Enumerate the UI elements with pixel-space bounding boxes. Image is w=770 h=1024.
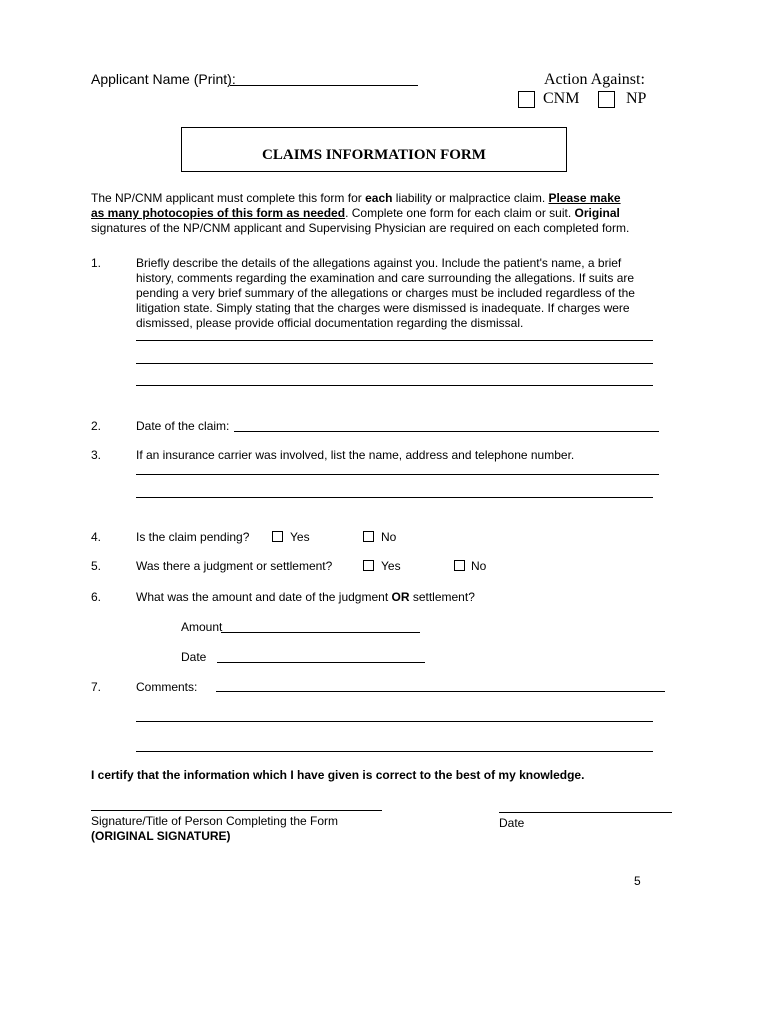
q1-line: dismissed, please provide official documentation regarding the dismissal.: [136, 316, 524, 330]
comments-line[interactable]: [136, 751, 653, 752]
intro-line-3: signatures of the NP/CNM applicant and Supervising Physician are required on each completed form.: [91, 221, 630, 235]
action-against-label: Action Against:: [544, 71, 645, 88]
q1-answer-line[interactable]: [136, 363, 653, 364]
q4-no-checkbox[interactable]: [363, 531, 374, 542]
q5-label: Was there a judgment or settlement?: [136, 559, 333, 573]
q3-number: 3.: [91, 448, 102, 462]
judgment-date-label: Date: [181, 650, 207, 664]
q4-yes-label: Yes: [290, 530, 310, 544]
intro-paragraph: [91, 191, 661, 236]
applicant-name-label: Applicant Name (Print):: [91, 71, 236, 87]
intro-each: each: [365, 191, 393, 205]
q2-number: 2.: [91, 419, 102, 433]
original-signature-label: (ORIGINAL SIGNATURE): [91, 829, 231, 843]
np-checkbox[interactable]: [598, 91, 615, 108]
intro-text-2: liability or malpractice claim.: [392, 191, 549, 205]
q5-no-label: No: [471, 559, 487, 573]
amount-label: Amount: [181, 620, 223, 634]
q6-label-end: settlement?: [409, 590, 475, 604]
q7-number: 7.: [91, 680, 102, 694]
q5-yes-label: Yes: [381, 559, 401, 573]
q6-label: [136, 590, 475, 604]
applicant-name-field[interactable]: [230, 85, 418, 86]
certification-statement: I certify that the information which I have given is correct to the best of my knowledge.: [91, 768, 585, 782]
judgment-date-field[interactable]: [217, 662, 425, 663]
title-box: [181, 127, 567, 172]
np-label: NP: [626, 90, 647, 107]
q4-label: Is the claim pending?: [136, 530, 250, 544]
q6-number: 6.: [91, 590, 102, 604]
signature-date-label: Date: [499, 816, 525, 830]
q1-number: 1.: [91, 256, 102, 270]
page-number: 5: [634, 874, 641, 888]
q1-text: [136, 256, 666, 331]
q5-no-checkbox[interactable]: [454, 560, 465, 571]
q1-line: litigation state. Simply stating that the charges were dismissed is inadequate. If charges were: [136, 301, 630, 315]
q6-label-text: What was the amount and date of the judgment: [136, 590, 392, 604]
intro-text-1: The NP/CNM applicant must complete this form for: [91, 191, 366, 205]
q5-yes-checkbox[interactable]: [363, 560, 374, 571]
intro-text-3: . Complete one form for each claim or suit.: [345, 206, 575, 220]
amount-field[interactable]: [221, 632, 420, 633]
claim-date-field[interactable]: [234, 431, 659, 432]
intro-original: Original: [574, 206, 620, 220]
q3-label: If an insurance carrier was involved, list the name, address and telephone number.: [136, 448, 575, 462]
q1-answer-line[interactable]: [136, 340, 653, 341]
q1-line: history, comments regarding the examination and care surrounding the allegations. If suits are: [136, 271, 635, 285]
q2-label: Date of the claim:: [136, 419, 230, 433]
q5-number: 5.: [91, 559, 102, 573]
intro-please-make: Please make: [548, 191, 621, 205]
signature-title-label: Signature/Title of Person Completing the Form: [91, 814, 339, 828]
signature-line[interactable]: [91, 810, 382, 811]
intro-photocopies: as many photocopies of this form as needed: [91, 206, 346, 220]
q3-answer-line[interactable]: [136, 497, 653, 498]
comments-line[interactable]: [216, 691, 665, 692]
q4-no-label: No: [381, 530, 397, 544]
form-title: CLAIMS INFORMATION FORM: [262, 147, 486, 163]
q6-label-or: OR: [391, 590, 410, 604]
q4-number: 4.: [91, 530, 102, 544]
comments-line[interactable]: [136, 721, 653, 722]
q1-line: pending a very brief summary of the allegations or charges must be included regardless of the: [136, 286, 635, 300]
cnm-label: CNM: [543, 90, 580, 107]
q3-answer-line[interactable]: [136, 474, 659, 475]
signature-date-line[interactable]: [499, 812, 672, 813]
cnm-checkbox[interactable]: [518, 91, 535, 108]
q7-label: Comments:: [136, 680, 198, 694]
q4-yes-checkbox[interactable]: [272, 531, 283, 542]
q1-answer-line[interactable]: [136, 385, 653, 386]
q1-line: Briefly describe the details of the allegations against you. Include the patient's name, a brief: [136, 256, 622, 270]
